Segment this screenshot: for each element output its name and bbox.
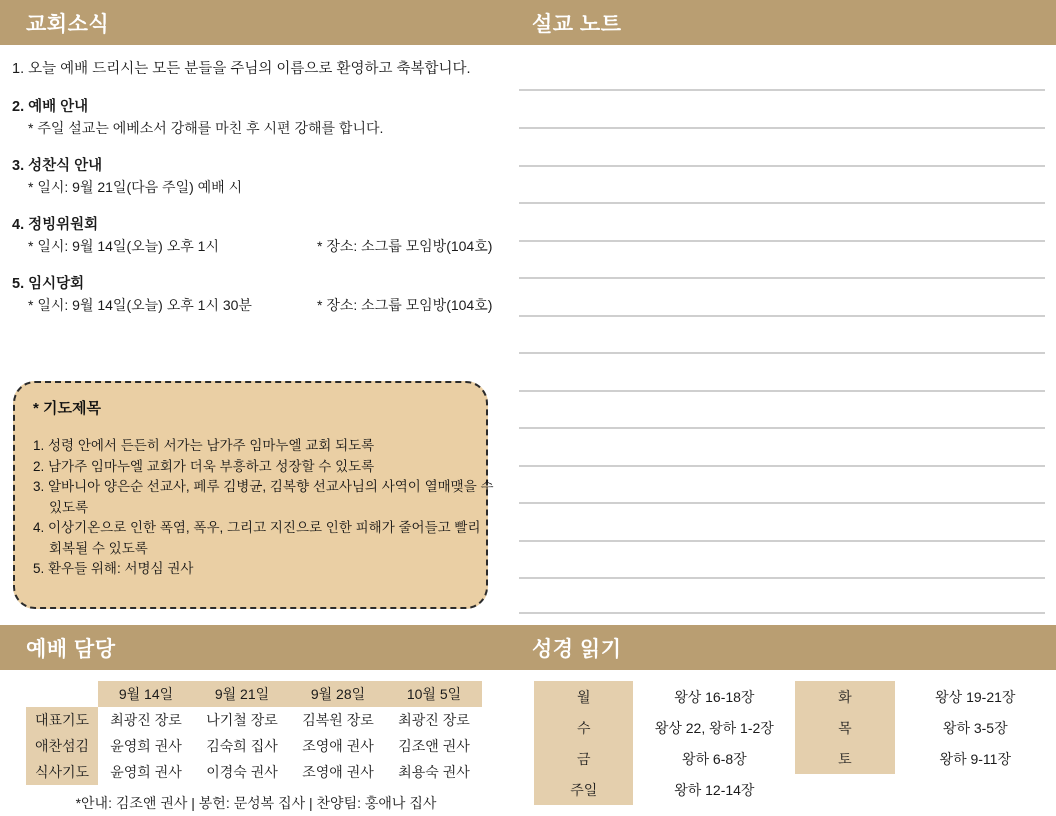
announcement-5-heading: 5. 임시당회 xyxy=(12,276,85,292)
duty-cell: 최용숙 권사 xyxy=(386,759,482,785)
sermon-note-line xyxy=(519,612,1045,614)
prayer-item-continuation: 있도록 xyxy=(49,499,89,515)
bible-day-label: 목 xyxy=(795,712,894,743)
announcement-3-detail: * 일시: 9월 21일(다음 주일) 예배 시 xyxy=(28,179,243,195)
prayer-item: 4. 이상기온으로 인한 폭염, 폭우, 그리고 지진으로 인한 피해가 줄어들고 빨리 xyxy=(33,520,481,535)
sermon-note-line xyxy=(519,540,1045,542)
page-title-church-news: 교회소식 xyxy=(26,13,110,36)
announcement-4-detail-row xyxy=(12,236,512,257)
duty-table-footnote: *안내: 김조앤 권사 | 봉헌: 문성복 집사 | 찬양팀: 홍애나 집사 xyxy=(75,795,437,811)
prayer-item: 2. 남가주 임마누엘 교회가 더욱 부흥하고 성장할 수 있도록 xyxy=(33,458,375,474)
table-row xyxy=(26,707,482,733)
sermon-note-line xyxy=(519,390,1045,392)
sermon-note-line xyxy=(519,352,1045,354)
table-row xyxy=(534,681,1056,712)
announcement-5-detail-row xyxy=(12,295,512,316)
announcement-item-5 xyxy=(12,273,512,316)
bible-reference-empty xyxy=(895,774,1056,805)
sermon-note-line xyxy=(519,240,1045,242)
page-title-sermon-note: 설교 노트 xyxy=(532,13,622,36)
bible-reference: 왕하 12-14장 xyxy=(633,774,795,805)
duty-column-header: 9월 14일 xyxy=(98,681,194,707)
bible-reference: 왕상 22, 왕하 1-2장 xyxy=(633,712,795,743)
top-header-bar xyxy=(0,0,1056,45)
bible-reference: 왕하 6-8장 xyxy=(633,743,795,774)
announcement-item-3 xyxy=(12,155,512,198)
duty-cell: 이경숙 권사 xyxy=(194,759,290,785)
prayer-item: 1. 성령 안에서 든든히 서가는 남가주 임마누엘 교회 되도록 xyxy=(33,438,375,453)
table-row xyxy=(26,733,482,759)
announcement-4-datetime: * 일시: 9월 14일(오늘) 오후 1시 xyxy=(28,238,219,254)
bible-day-label: 금 xyxy=(534,743,633,774)
bible-day-label: 수 xyxy=(534,712,633,743)
bible-day-label: 화 xyxy=(795,681,894,712)
bible-table-body xyxy=(534,681,1056,805)
announcement-item-1 xyxy=(12,58,512,80)
bible-reference: 왕하 3-5장 xyxy=(895,712,1056,743)
sermon-note-line xyxy=(519,165,1045,167)
announcements-list xyxy=(12,58,512,319)
sermon-note-line xyxy=(519,465,1045,467)
duty-table-body xyxy=(26,681,482,785)
sermon-note-line xyxy=(519,577,1045,579)
prayer-item: 3. 알바니아 양은순 선교사, 페루 김병균, 김복향 선교사님의 사역이 열매맺을 수 xyxy=(33,479,494,494)
sermon-note-line xyxy=(519,502,1045,504)
table-row xyxy=(534,743,1056,774)
worship-duty-table xyxy=(26,681,482,785)
bible-reference: 왕상 16-18장 xyxy=(633,681,795,712)
announcement-4-location: * 장소: 소그룹 모임방(104호) xyxy=(317,238,493,254)
sermon-note-line xyxy=(519,89,1045,91)
duty-cell: 나기철 장로 xyxy=(194,707,290,733)
duty-cell: 김조앤 권사 xyxy=(386,733,482,759)
announcement-3-heading: 3. 성찬식 안내 xyxy=(12,158,103,174)
table-row xyxy=(26,759,482,785)
announcement-2-heading: 2. 예배 안내 xyxy=(12,99,89,115)
bible-reference: 왕상 19-21장 xyxy=(895,681,1056,712)
announcement-item-4 xyxy=(12,214,512,257)
duty-cell: 조영애 권사 xyxy=(290,759,386,785)
duty-cell: 윤영희 권사 xyxy=(98,733,194,759)
announcement-1-text: 1. 오늘 예배 드리시는 모든 분들을 주님의 이름으로 환영하고 축복합니다. xyxy=(12,61,471,77)
duty-cell: 최광진 장로 xyxy=(386,707,482,733)
sermon-note-line xyxy=(519,427,1045,429)
duty-column-header: 9월 28일 xyxy=(290,681,386,707)
sermon-note-writing-area[interactable] xyxy=(519,56,1045,621)
table-row xyxy=(534,774,1056,805)
prayer-item-continuation: 회복될 수 있도록 xyxy=(49,540,148,556)
duty-row-label: 대표기도 xyxy=(26,707,98,733)
duty-row-label: 애찬섬김 xyxy=(26,733,98,759)
sermon-note-line xyxy=(519,315,1045,317)
table-row xyxy=(534,712,1056,743)
prayer-box-title: * 기도제목 xyxy=(33,400,101,417)
duty-table-header-row xyxy=(26,681,482,707)
duty-cell: 조영애 권사 xyxy=(290,733,386,759)
duty-cell: 김복원 장로 xyxy=(290,707,386,733)
announcement-4-heading: 4. 정빙위원회 xyxy=(12,217,99,233)
announcement-5-location: * 장소: 소그룹 모임방(104호) xyxy=(317,297,493,313)
section-title-bible-reading: 성경 읽기 xyxy=(532,638,622,661)
bible-day-label: 월 xyxy=(534,681,633,712)
bible-day-label-empty xyxy=(795,774,894,805)
duty-cell: 김숙희 집사 xyxy=(194,733,290,759)
bible-day-label: 토 xyxy=(795,743,894,774)
sermon-note-line xyxy=(519,127,1045,129)
bible-reference: 왕하 9-11장 xyxy=(895,743,1056,774)
duty-cell: 최광진 장로 xyxy=(98,707,194,733)
sermon-note-line xyxy=(519,202,1045,204)
prayer-request-box xyxy=(13,381,494,609)
bottom-header-bar xyxy=(0,625,1056,670)
announcement-5-datetime: * 일시: 9월 14일(오늘) 오후 1시 30분 xyxy=(28,297,252,313)
duty-column-header: 10월 5일 xyxy=(386,681,482,707)
duty-table-corner-cell xyxy=(26,681,98,707)
prayer-item: 5. 환우들 위해: 서명심 권사 xyxy=(33,561,194,576)
announcement-2-detail: * 주일 설교는 에베소서 강해를 마친 후 시편 강해를 합니다. xyxy=(28,120,384,136)
duty-column-header: 9월 21일 xyxy=(194,681,290,707)
duty-cell: 윤영희 권사 xyxy=(98,759,194,785)
bible-day-label: 주일 xyxy=(534,774,633,805)
sermon-note-line xyxy=(519,277,1045,279)
section-title-worship-duty: 예배 담당 xyxy=(26,638,116,661)
announcement-item-2 xyxy=(12,96,512,139)
duty-row-label: 식사기도 xyxy=(26,759,98,785)
bible-reading-table xyxy=(534,681,1056,805)
